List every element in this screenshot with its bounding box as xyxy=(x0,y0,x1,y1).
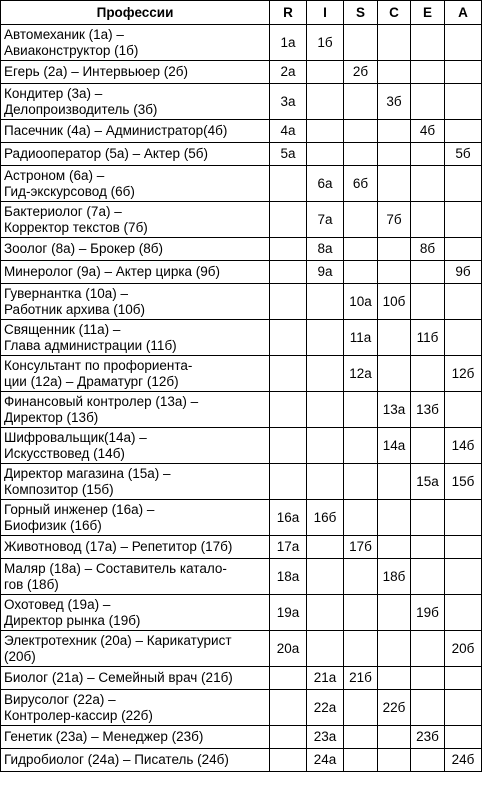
code-cell-s xyxy=(344,84,378,120)
code-cell-s xyxy=(344,202,378,238)
code-cell-c xyxy=(378,261,411,284)
table-row xyxy=(1,120,482,143)
code-cell-e xyxy=(411,690,445,726)
code-cell-i: 16б xyxy=(307,500,344,536)
profession-text: Кондитер (3а) – xyxy=(4,85,103,101)
profession-text: Автомеханик (1а) – xyxy=(4,26,124,42)
code-cell-a xyxy=(445,84,482,120)
code-cell-s: 21б xyxy=(344,667,378,690)
code-cell-r xyxy=(270,166,307,202)
code-cell-i xyxy=(307,559,344,595)
code-cell-c: 7б xyxy=(378,202,411,238)
table-row xyxy=(1,84,482,120)
code-cell-a xyxy=(445,690,482,726)
profession-text: Финансовый контролер (13а) – xyxy=(4,393,199,409)
header-s: S xyxy=(344,1,378,25)
code-cell-a: 15б xyxy=(445,464,482,500)
code-cell-r xyxy=(270,392,307,428)
profession-cell xyxy=(1,61,270,84)
code-cell-s xyxy=(344,25,378,61)
code-cell-s: 17б xyxy=(344,536,378,559)
code-cell-c xyxy=(378,464,411,500)
profession-text: Работник архива (10б) xyxy=(4,301,146,317)
code-cell-s xyxy=(344,559,378,595)
profession-cell xyxy=(1,202,270,238)
profession-text: Горный инженер (16а) – xyxy=(4,501,155,517)
code-cell-i: 9а xyxy=(307,261,344,284)
profession-cell xyxy=(1,667,270,690)
code-cell-c xyxy=(378,25,411,61)
code-cell-e xyxy=(411,749,445,772)
code-cell-r: 4а xyxy=(270,120,307,143)
code-cell-e xyxy=(411,500,445,536)
profession-cell xyxy=(1,500,270,536)
profession-text: Биофизик (16б) xyxy=(4,517,102,533)
profession-text: Делопроизводитель (3б) xyxy=(4,101,158,117)
code-cell-r xyxy=(270,690,307,726)
code-cell-a xyxy=(445,166,482,202)
code-cell-e xyxy=(411,143,445,166)
profession-cell xyxy=(1,428,270,464)
code-cell-r xyxy=(270,428,307,464)
code-cell-c: 14а xyxy=(378,428,411,464)
profession-cell xyxy=(1,749,270,772)
code-cell-i xyxy=(307,392,344,428)
profession-text: Охотовед (19а) – xyxy=(4,596,111,612)
code-cell-c xyxy=(378,726,411,749)
code-cell-a xyxy=(445,238,482,261)
profession-text: Глава администрации (11б) xyxy=(4,337,177,353)
profession-cell xyxy=(1,320,270,356)
code-cell-a xyxy=(445,120,482,143)
code-cell-a: 20б xyxy=(445,631,482,667)
code-cell-s xyxy=(344,261,378,284)
code-cell-r xyxy=(270,464,307,500)
profession-text: Консультант по профориента- xyxy=(4,357,193,373)
table-row xyxy=(1,536,482,559)
code-cell-c xyxy=(378,749,411,772)
profession-text: Композитор (15б) xyxy=(4,481,114,497)
code-cell-i: 6а xyxy=(307,166,344,202)
table-body xyxy=(1,25,482,772)
profession-text: Гувернантка (10а) – xyxy=(4,285,129,301)
code-cell-r xyxy=(270,202,307,238)
profession-text: Животновод (17а) – Репетитор (17б) xyxy=(4,539,233,554)
code-cell-s xyxy=(344,464,378,500)
code-cell-s xyxy=(344,392,378,428)
code-cell-a xyxy=(445,202,482,238)
profession-text: Директор рынка (19б) xyxy=(4,612,141,628)
code-cell-i xyxy=(307,536,344,559)
table-row xyxy=(1,595,482,631)
code-cell-c xyxy=(378,595,411,631)
code-cell-s xyxy=(344,120,378,143)
code-cell-c xyxy=(378,61,411,84)
code-cell-c xyxy=(378,320,411,356)
code-cell-a: 12б xyxy=(445,356,482,392)
code-cell-i: 7а xyxy=(307,202,344,238)
code-cell-i xyxy=(307,84,344,120)
code-cell-r xyxy=(270,356,307,392)
code-cell-s xyxy=(344,595,378,631)
code-cell-c xyxy=(378,143,411,166)
profession-text: Бактериолог (7а) – xyxy=(4,203,122,219)
code-cell-a: 14б xyxy=(445,428,482,464)
profession-text: Минеролог (9а) – Актер цирка (9б) xyxy=(4,264,221,279)
code-cell-a xyxy=(445,284,482,320)
code-cell-e xyxy=(411,202,445,238)
code-cell-r xyxy=(270,320,307,356)
profession-cell xyxy=(1,284,270,320)
code-cell-s: 12а xyxy=(344,356,378,392)
code-cell-e xyxy=(411,284,445,320)
code-cell-i: 24а xyxy=(307,749,344,772)
code-cell-e xyxy=(411,84,445,120)
profession-text: Маляр (18а) – Составитель катало- xyxy=(4,560,227,576)
profession-cell xyxy=(1,726,270,749)
code-cell-i: 8а xyxy=(307,238,344,261)
profession-text: Пасечник (4а) – Администратор(4б) xyxy=(4,123,228,138)
code-cell-r: 18а xyxy=(270,559,307,595)
code-cell-e: 19б xyxy=(411,595,445,631)
profession-cell xyxy=(1,261,270,284)
code-cell-a xyxy=(445,536,482,559)
table-row xyxy=(1,464,482,500)
code-cell-e: 11б xyxy=(411,320,445,356)
code-cell-r: 20а xyxy=(270,631,307,667)
header-i: I xyxy=(307,1,344,25)
code-cell-a xyxy=(445,726,482,749)
profession-cell xyxy=(1,25,270,61)
profession-text: Шифровальщик(14а) – xyxy=(4,429,147,445)
profession-text: Директор магазина (15а) – xyxy=(4,465,171,481)
header-row xyxy=(1,1,482,25)
code-cell-s xyxy=(344,238,378,261)
profession-text: Священник (11а) – xyxy=(4,321,121,337)
profession-cell xyxy=(1,238,270,261)
code-cell-a xyxy=(445,61,482,84)
code-cell-e xyxy=(411,166,445,202)
code-cell-s xyxy=(344,143,378,166)
code-cell-c: 3б xyxy=(378,84,411,120)
code-cell-e: 23б xyxy=(411,726,445,749)
code-cell-i xyxy=(307,320,344,356)
code-cell-i: 1б xyxy=(307,25,344,61)
code-cell-i xyxy=(307,428,344,464)
table-row xyxy=(1,320,482,356)
profession-cell xyxy=(1,356,270,392)
code-cell-c: 10б xyxy=(378,284,411,320)
code-cell-e xyxy=(411,536,445,559)
table-row xyxy=(1,559,482,595)
table-row xyxy=(1,166,482,202)
table-row xyxy=(1,261,482,284)
code-cell-s: 11а xyxy=(344,320,378,356)
code-cell-c xyxy=(378,238,411,261)
code-cell-s xyxy=(344,428,378,464)
profession-text: Вирусолог (22а) – xyxy=(4,691,116,707)
code-cell-c xyxy=(378,536,411,559)
profession-text: (20б) xyxy=(4,648,36,664)
code-cell-s xyxy=(344,726,378,749)
profession-cell xyxy=(1,690,270,726)
code-cell-e: 4б xyxy=(411,120,445,143)
code-cell-s: 10а xyxy=(344,284,378,320)
code-cell-i: 22а xyxy=(307,690,344,726)
code-cell-a xyxy=(445,25,482,61)
code-cell-s xyxy=(344,631,378,667)
code-cell-e: 13б xyxy=(411,392,445,428)
code-cell-r xyxy=(270,726,307,749)
profession-cell xyxy=(1,536,270,559)
code-cell-c xyxy=(378,356,411,392)
table-row xyxy=(1,749,482,772)
table-row xyxy=(1,500,482,536)
profession-cell xyxy=(1,166,270,202)
header-a: A xyxy=(445,1,482,25)
table-row xyxy=(1,238,482,261)
code-cell-r: 1а xyxy=(270,25,307,61)
code-cell-e xyxy=(411,61,445,84)
code-cell-c: 22б xyxy=(378,690,411,726)
code-cell-a: 24б xyxy=(445,749,482,772)
code-cell-r xyxy=(270,238,307,261)
code-cell-r xyxy=(270,667,307,690)
code-cell-c: 18б xyxy=(378,559,411,595)
code-cell-a xyxy=(445,667,482,690)
profession-text: Авиаконструктор (1б) xyxy=(4,42,139,58)
table-row xyxy=(1,61,482,84)
profession-text: Гид-экскурсовод (6б) xyxy=(4,183,135,199)
table-row xyxy=(1,392,482,428)
code-cell-s: 2б xyxy=(344,61,378,84)
code-cell-r: 19а xyxy=(270,595,307,631)
profession-cell xyxy=(1,559,270,595)
profession-text: Радиооператор (5а) – Актер (5б) xyxy=(4,146,208,161)
profession-text: Астроном (6а) – xyxy=(4,167,105,183)
code-cell-e xyxy=(411,428,445,464)
profession-text: Корректор текстов (7б) xyxy=(4,219,148,235)
code-cell-i: 21а xyxy=(307,667,344,690)
header-c: C xyxy=(378,1,411,25)
code-cell-s xyxy=(344,690,378,726)
code-cell-c xyxy=(378,120,411,143)
code-cell-a: 9б xyxy=(445,261,482,284)
profession-text: Директор (13б) xyxy=(4,409,99,425)
profession-text: Егерь (2а) – Интервьюер (2б) xyxy=(4,64,188,79)
code-cell-e xyxy=(411,356,445,392)
header-professions: Профессии xyxy=(1,1,270,25)
code-cell-c xyxy=(378,667,411,690)
code-cell-r xyxy=(270,261,307,284)
code-cell-e xyxy=(411,559,445,595)
code-cell-a xyxy=(445,392,482,428)
table-row xyxy=(1,690,482,726)
code-cell-a xyxy=(445,559,482,595)
code-cell-r: 3а xyxy=(270,84,307,120)
code-cell-r: 16а xyxy=(270,500,307,536)
code-cell-e xyxy=(411,261,445,284)
profession-text: гов (18б) xyxy=(4,576,59,592)
code-cell-a: 5б xyxy=(445,143,482,166)
code-cell-i xyxy=(307,464,344,500)
profession-cell xyxy=(1,392,270,428)
profession-text: ции (12а) – Драматург (12б) xyxy=(4,373,179,389)
code-cell-i xyxy=(307,595,344,631)
profession-text: Гидробиолог (24а) – Писатель (24б) xyxy=(4,752,229,767)
profession-text: Генетик (23а) – Менеджер (23б) xyxy=(4,729,204,744)
profession-text: Электротехник (20а) – Карикатурист xyxy=(4,632,232,648)
code-cell-i xyxy=(307,356,344,392)
table-row xyxy=(1,202,482,238)
code-cell-i xyxy=(307,284,344,320)
code-cell-c xyxy=(378,500,411,536)
code-cell-i: 23а xyxy=(307,726,344,749)
table-row xyxy=(1,284,482,320)
code-cell-e xyxy=(411,25,445,61)
profession-cell xyxy=(1,631,270,667)
profession-text: Контролер-кассир (22б) xyxy=(4,707,153,723)
code-cell-r: 5а xyxy=(270,143,307,166)
code-cell-i xyxy=(307,120,344,143)
profession-cell xyxy=(1,120,270,143)
code-cell-s xyxy=(344,749,378,772)
profession-cell xyxy=(1,595,270,631)
code-cell-a xyxy=(445,595,482,631)
code-cell-s: 6б xyxy=(344,166,378,202)
profession-text: Искусствовед (14б) xyxy=(4,445,125,461)
code-cell-i xyxy=(307,61,344,84)
table-row xyxy=(1,726,482,749)
table-row xyxy=(1,631,482,667)
table-row xyxy=(1,143,482,166)
code-cell-c xyxy=(378,166,411,202)
code-cell-r: 2а xyxy=(270,61,307,84)
table-row xyxy=(1,356,482,392)
profession-cell xyxy=(1,464,270,500)
code-cell-r xyxy=(270,284,307,320)
code-cell-a xyxy=(445,320,482,356)
profession-cell xyxy=(1,143,270,166)
code-cell-r: 17а xyxy=(270,536,307,559)
code-cell-e xyxy=(411,667,445,690)
code-cell-c: 13а xyxy=(378,392,411,428)
code-cell-i xyxy=(307,143,344,166)
table-row xyxy=(1,667,482,690)
profession-text: Биолог (21а) – Семейный врач (21б) xyxy=(4,670,233,685)
code-cell-e: 15а xyxy=(411,464,445,500)
code-cell-a xyxy=(445,500,482,536)
header-e: E xyxy=(411,1,445,25)
code-cell-c xyxy=(378,631,411,667)
profession-cell xyxy=(1,84,270,120)
code-cell-e: 8б xyxy=(411,238,445,261)
header-r: R xyxy=(270,1,307,25)
code-cell-r xyxy=(270,749,307,772)
profession-text: Зоолог (8а) – Брокер (8б) xyxy=(4,241,164,256)
code-cell-e xyxy=(411,631,445,667)
code-cell-i xyxy=(307,631,344,667)
table-row xyxy=(1,428,482,464)
code-cell-s xyxy=(344,500,378,536)
table-row xyxy=(1,25,482,61)
